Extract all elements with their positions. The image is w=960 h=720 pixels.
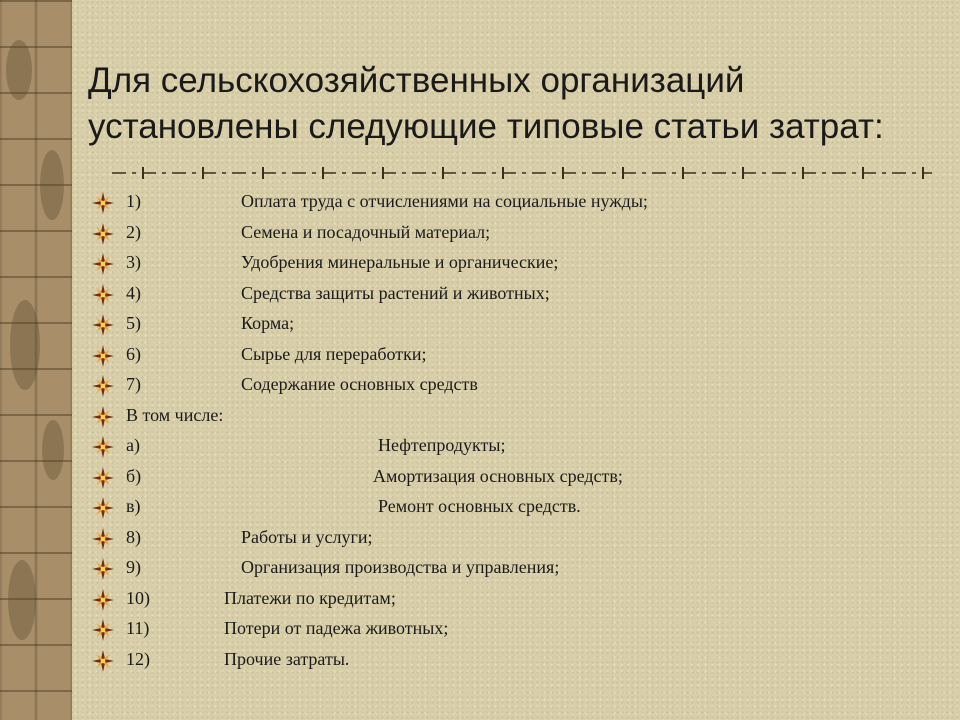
divider-tick bbox=[922, 167, 924, 179]
divider-tick bbox=[322, 167, 324, 179]
list-item bbox=[92, 522, 942, 553]
item-text: Удобрения минеральные и органические; bbox=[241, 252, 559, 272]
list-item bbox=[92, 644, 942, 675]
divider-tick bbox=[262, 167, 264, 179]
strip-blotch bbox=[42, 420, 64, 480]
item-number: а) bbox=[126, 435, 140, 455]
star-bullet-icon bbox=[92, 192, 114, 214]
divider-tick bbox=[502, 167, 504, 179]
star-bullet-icon bbox=[92, 314, 114, 336]
decorative-left-strip bbox=[0, 0, 72, 720]
list-item bbox=[92, 278, 942, 309]
item-text: Средства защиты растений и животных; bbox=[241, 282, 550, 303]
item-number: б) bbox=[126, 465, 142, 486]
slide-title: Для сельскохозяйственных организаций установлены следующие типовые статьи затрат: bbox=[88, 61, 884, 146]
star-bullet-icon bbox=[92, 589, 114, 611]
star-bullet-icon bbox=[92, 497, 114, 519]
star-bullet-icon bbox=[92, 619, 114, 641]
star-bullet-icon bbox=[92, 558, 114, 580]
star-bullet-icon bbox=[92, 345, 114, 367]
item-number: 5) bbox=[126, 313, 141, 333]
list-item bbox=[92, 430, 942, 461]
strip-blotch bbox=[6, 40, 32, 100]
item-text: Семена и посадочный материал; bbox=[241, 221, 491, 242]
star-bullet-icon bbox=[92, 528, 114, 550]
item-text: Платежи по кредитам; bbox=[224, 587, 396, 608]
divider-tick bbox=[382, 167, 384, 179]
item-number: 11) bbox=[126, 618, 150, 638]
divider-tick bbox=[742, 167, 744, 179]
list-item bbox=[92, 247, 942, 278]
list-item bbox=[92, 461, 942, 492]
item-text: Ремонт основных средств. bbox=[378, 496, 581, 516]
star-bullet-icon bbox=[92, 284, 114, 306]
star-bullet-icon bbox=[92, 650, 114, 672]
item-text: Амортизация основных средств; bbox=[373, 465, 623, 486]
item-number: 7) bbox=[126, 374, 141, 394]
item-text: Нефтепродукты; bbox=[378, 435, 506, 455]
list-item bbox=[92, 491, 942, 522]
item-number: в) bbox=[126, 496, 141, 516]
item-number: 9) bbox=[126, 557, 141, 577]
item-number: 2) bbox=[126, 221, 141, 242]
item-number: 4) bbox=[126, 282, 141, 303]
divider-tick bbox=[202, 167, 204, 179]
cost-items-list bbox=[92, 186, 942, 674]
divider-tick bbox=[862, 167, 864, 179]
divider-tick bbox=[442, 167, 444, 179]
dashed-divider bbox=[112, 166, 932, 180]
star-bullet-icon bbox=[92, 467, 114, 489]
list-item bbox=[92, 400, 942, 431]
item-text: Прочие затраты. bbox=[224, 648, 350, 669]
strip-blotch bbox=[40, 150, 64, 220]
list-item bbox=[92, 613, 942, 644]
star-bullet-icon bbox=[92, 375, 114, 397]
list-item bbox=[92, 369, 942, 400]
item-text: Оплата труда с отчислениями на социальные нужды; bbox=[241, 191, 648, 211]
item-number: 3) bbox=[126, 252, 141, 272]
strip-blotch bbox=[8, 560, 36, 640]
item-text: Корма; bbox=[241, 313, 295, 333]
item-number: 10) bbox=[126, 587, 150, 608]
item-number: 12) bbox=[126, 648, 150, 669]
star-bullet-icon bbox=[92, 223, 114, 245]
list-item bbox=[92, 217, 942, 248]
item-text: Потери от падежа животных; bbox=[224, 618, 449, 638]
divider-tick bbox=[802, 167, 804, 179]
item-number: 6) bbox=[126, 343, 141, 364]
list-item bbox=[92, 339, 942, 370]
star-bullet-icon bbox=[92, 253, 114, 275]
list-item bbox=[92, 583, 942, 614]
item-number: 1) bbox=[126, 191, 141, 211]
divider-tick bbox=[562, 167, 564, 179]
list-item bbox=[92, 308, 942, 339]
item-text: Содержание основных средств bbox=[241, 374, 478, 394]
star-bullet-icon bbox=[92, 436, 114, 458]
item-text: Сырье для переработки; bbox=[241, 343, 427, 364]
star-bullet-icon bbox=[92, 406, 114, 428]
list-item bbox=[92, 552, 942, 583]
list-item bbox=[92, 186, 942, 217]
divider-tick bbox=[622, 167, 624, 179]
divider-tick bbox=[142, 167, 144, 179]
divider-tick bbox=[682, 167, 684, 179]
item-number: В том числе: bbox=[126, 404, 224, 425]
item-number: 8) bbox=[126, 526, 141, 547]
item-text: Работы и услуги; bbox=[241, 526, 373, 547]
item-text: Организация производства и управления; bbox=[241, 557, 560, 577]
strip-blotch bbox=[10, 300, 40, 390]
